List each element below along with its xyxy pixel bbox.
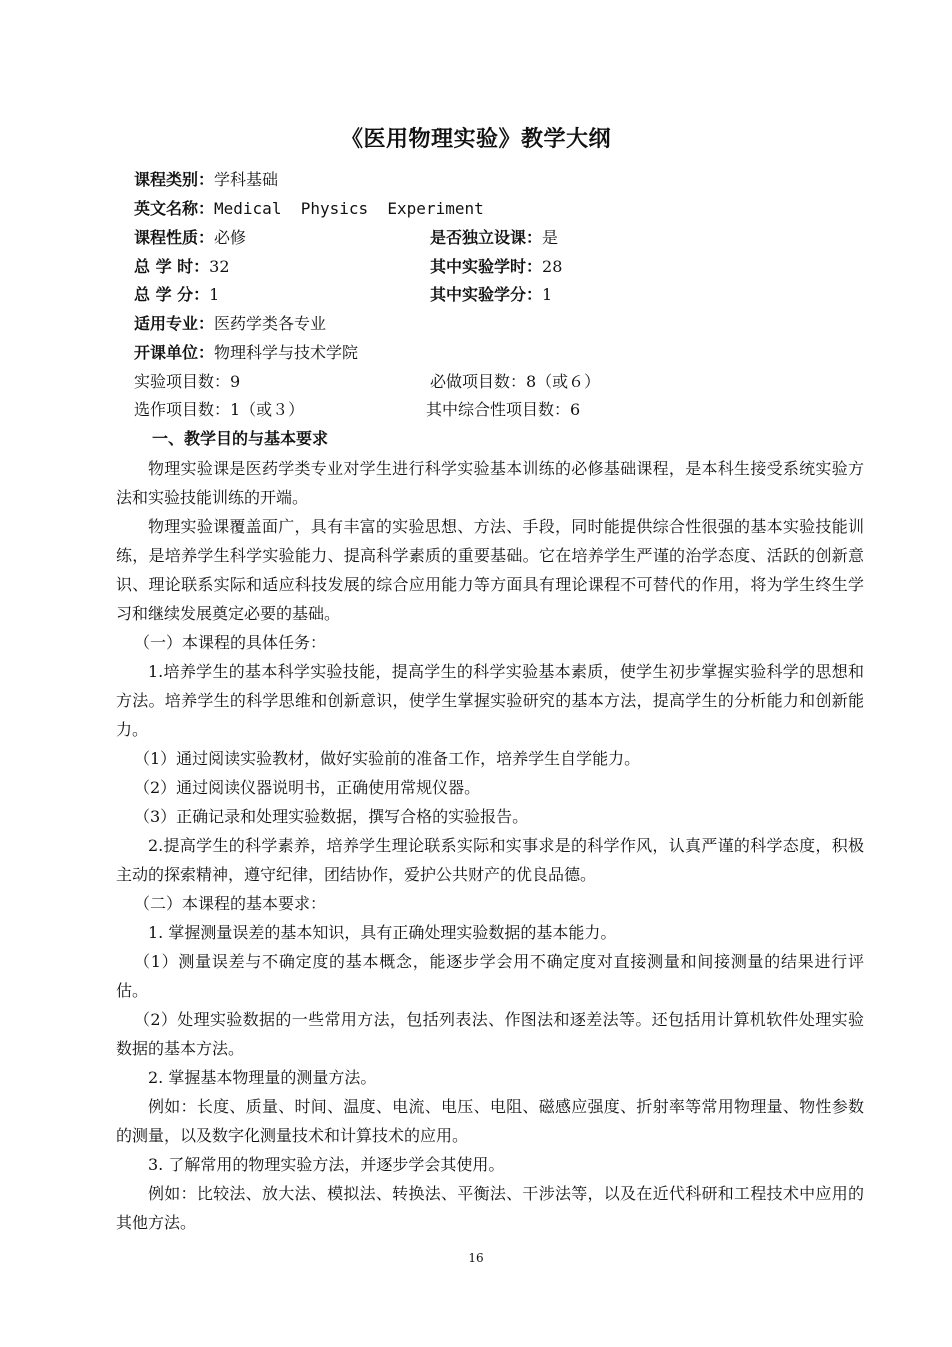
total-credits-label: 总 学 分： [134,285,210,304]
requirement-1-2: （2）处理实验数据的一些常用方法，包括列表法、作图法和逐差法等。还包括用计算机软件处理实验数据的基本方法。 [116,1010,864,1058]
task-1: 1.培养学生的基本科学实验技能，提高学生的科学实验基本素质，使学生初步掌握实验科学的思想和方法。培养学生的科学思维和创新意识，使学生掌握实验研究的基本方法，提高学生的分析能力和创新能力。 [116,662,864,739]
total-hours-value: 32 [209,257,230,276]
elective-project-count: 选作项目数：1（或３） [134,400,305,419]
requirement-1-1: （1）测量误差与不确定度的基本概念，能逐步学会用不确定度对直接测量和间接测量的结果进行评估。 [116,952,864,1000]
offering-unit-label: 开课单位： [134,343,215,362]
requirement-2-example: 例如：长度、质量、时间、温度、电流、电压、电阻、磁感应强度、折射率等常用物理量、物性参数的测量，以及数字化测量技术和计算技术的应用。 [116,1097,864,1145]
lab-hours-label: 其中实验学时： [430,257,543,276]
independent-course [430,224,558,252]
course-nature-value: 必修 [214,228,247,247]
course-category-label: 课程类别： [134,170,215,189]
course-category [134,166,278,194]
project-count: 实验项目数：9 [134,372,241,391]
lab-credits [430,281,552,309]
subheading-requirements: （二）本课程的基本要求： [134,894,327,913]
task-1-1: （1）通过阅读实验教材，做好实验前的准备工作，培养学生自学能力。 [134,749,641,768]
total-hours [134,253,230,281]
offering-unit [134,339,358,367]
requirement-3: 3. 了解常用的物理实验方法，并逐步学会其使用。 [148,1155,505,1174]
page-number: 16 [468,1251,484,1265]
applicable-major-label: 适用专业： [134,314,215,333]
paragraph-overview: 物理实验课覆盖面广，具有丰富的实验思想、方法、手段，同时能提供综合性很强的基本实验技能训练，是培养学生科学实验能力、提高科学素质的重要基础。它在培养学生严谨的治学态度、活跃的创新意识、理论联系实际和适应科技发展的综合应用能力等方面具有理论课程不可替代的作用，将为学生终生学习和继续发展奠定必要的基础。 [116,517,864,623]
required-project-count: 必做项目数：8（或６） [430,372,601,391]
section-heading: 一、教学目的与基本要求 [152,429,329,448]
applicable-major [134,310,326,338]
independent-course-label: 是否独立设课： [430,228,543,247]
requirement-1: 1. 掌握测量误差的基本知识，具有正确处理实验数据的基本能力。 [148,923,617,942]
task-1-3: （3）正确记录和处理实验数据，撰写合格的实验报告。 [134,807,529,826]
task-2: 2.提高学生的科学素养，培养学生理论联系实际和实事求是的科学作风，认真严谨的科学态度，积极主动的探索精神，遵守纪律，团结协作，爱护公共财产的优良品德。 [116,836,864,884]
course-nature-label: 课程性质： [134,228,215,247]
lab-hours [430,253,562,281]
lab-credits-value: 1 [542,285,553,304]
document-title: 《医用物理实验》教学大纲 [340,127,611,152]
paragraph-intro: 物理实验课是医药学类专业对学生进行科学实验基本训练的必修基础课程，是本科生接受系统实验方法和实验技能训练的开端。 [116,459,864,507]
total-credits [134,281,219,309]
requirement-3-example: 例如：比较法、放大法、模拟法、转换法、平衡法、干涉法等，以及在近代科研和工程技术中应用的其他方法。 [116,1184,864,1232]
applicable-major-value: 医药学类各专业 [214,314,327,333]
total-hours-label: 总 学 时： [134,257,210,276]
english-name [134,195,484,223]
offering-unit-value: 物理科学与技术学院 [214,343,359,362]
task-1-2: （2）通过阅读仪器说明书，正确使用常规仪器。 [134,778,481,797]
english-name-value: Medical Physics Experiment [214,199,484,218]
requirement-2: 2. 掌握基本物理量的测量方法。 [148,1068,377,1087]
total-credits-value: 1 [209,285,220,304]
comprehensive-project-count: 其中综合性项目数：6 [426,400,581,419]
course-nature [134,224,246,252]
course-category-value: 学科基础 [214,170,279,189]
lab-hours-value: 28 [542,257,563,276]
english-name-label: 英文名称： [134,199,215,218]
lab-credits-label: 其中实验学分： [430,285,543,304]
independent-course-value: 是 [542,228,559,247]
subheading-tasks: （一）本课程的具体任务： [134,633,327,652]
